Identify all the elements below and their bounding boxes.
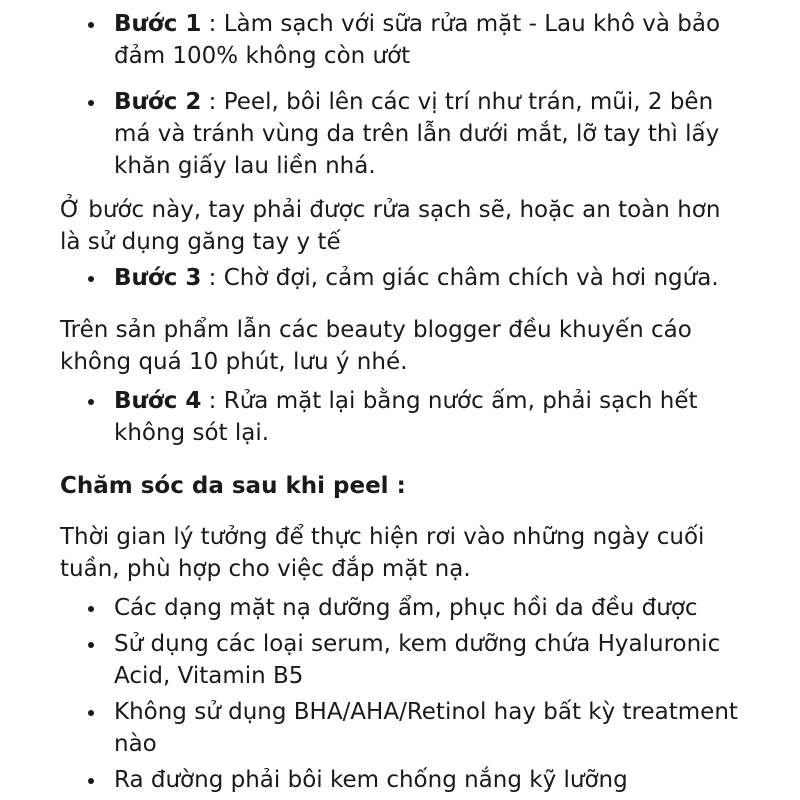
- step-2-item: [60, 86, 740, 182]
- step-3-text: : Chờ đợi, cảm giác châm chích và hơi ngứa.: [201, 265, 719, 291]
- step-4-label: Bước 4: [114, 388, 202, 414]
- step-1-item: [60, 8, 740, 72]
- steps-list: [60, 8, 740, 182]
- step-4-item: [60, 385, 740, 449]
- step-2-note: Ở bước này, tay phải được rửa sạch sẽ, hoặc an toàn hơn là sử dụng găng tay y tế: [60, 197, 721, 255]
- step-4-text: : Rửa mặt lại bằng nước ấm, phải sạch hết không sót lại.: [114, 388, 698, 446]
- aftercare-heading: Chăm sóc da sau khi peel :: [60, 473, 406, 499]
- step-1-label: Bước 1: [114, 11, 202, 37]
- aftercare-item-3: Không sử dụng BHA/AHA/Retinol hay bất kỳ treatment nào: [60, 696, 740, 760]
- step-2-text: : Peel, bôi lên các vị trí như trán, mũi, 2 bên má và tránh vùng da trên lẫn dưới mắt, lỡ tay thì lấy khăn giấy lau liền nhá.: [114, 89, 720, 179]
- step-3-item: [60, 262, 740, 294]
- aftercare-item-2: Sử dụng các loại serum, kem dưỡng chứa Hyaluronic Acid, Vitamin B5: [60, 628, 740, 692]
- step-3-label: Bước 3: [114, 265, 202, 291]
- step-3-note: Trên sản phẩm lẫn các beauty blogger đều khuyến cáo không quá 10 phút, lưu ý nhé.: [60, 317, 692, 375]
- aftercare-item-4: Ra đường phải bôi kem chống nắng kỹ lưỡng: [60, 764, 740, 796]
- step-4-list: [60, 385, 740, 449]
- step-2-label: Bước 2: [114, 89, 202, 115]
- aftercare-list: [60, 592, 740, 796]
- step-1-text: : Làm sạch với sữa rửa mặt - Lau khô và bảo đảm 100% không còn ướt: [114, 11, 721, 69]
- aftercare-intro: Thời gian lý tưởng để thực hiện rơi vào những ngày cuối tuần, phù hợp cho việc đắp mặt nạ.: [60, 524, 705, 582]
- aftercare-item-1: Các dạng mặt nạ dưỡng ẩm, phục hồi da đều được: [60, 592, 740, 624]
- step-3-list: [60, 262, 740, 294]
